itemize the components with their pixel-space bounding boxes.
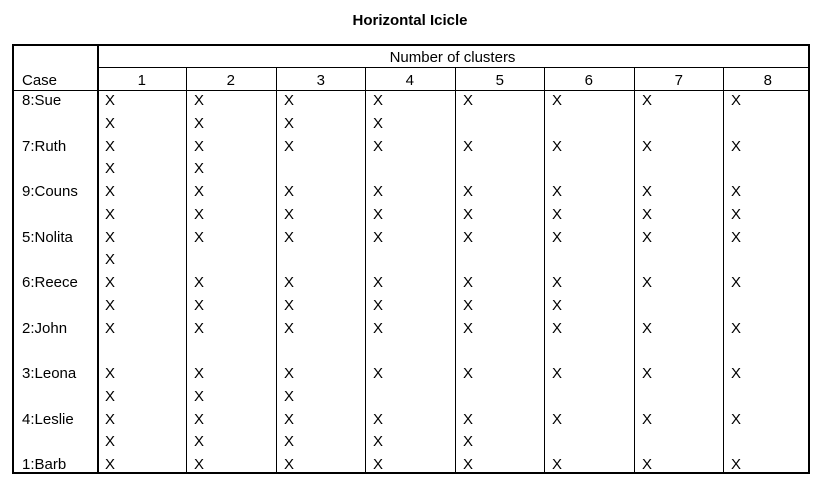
cluster-mark: X (284, 410, 295, 428)
column-divider (365, 67, 366, 472)
cluster-mark: X (194, 365, 205, 382)
cluster-mark: X (284, 387, 295, 405)
column-divider (186, 67, 187, 472)
cluster-mark: X (373, 228, 384, 246)
cluster-mark: X (463, 274, 474, 291)
cluster-mark: X (731, 410, 742, 428)
cluster-mark: X (373, 114, 384, 132)
cluster-mark: X (373, 92, 384, 109)
cluster-mark: X (194, 92, 205, 109)
cluster-mark: X (105, 433, 116, 451)
cluster-mark: X (642, 183, 653, 200)
cluster-mark: X (642, 365, 653, 382)
cluster-mark: X (194, 205, 205, 223)
cluster-mark: X (284, 183, 295, 200)
column-label-1: 1 (137, 72, 146, 89)
cluster-mark: X (105, 92, 116, 109)
cluster-mark: X (552, 183, 563, 200)
cluster-mark: X (194, 160, 205, 178)
case-column-divider (97, 46, 99, 472)
cluster-mark: X (105, 251, 116, 269)
cluster-mark: X (731, 137, 742, 155)
cluster-mark: X (284, 296, 295, 314)
cluster-mark: X (642, 319, 653, 337)
cluster-mark: X (642, 137, 653, 155)
cluster-mark: X (105, 365, 116, 382)
cluster-mark: X (552, 137, 563, 155)
cluster-mark: X (105, 410, 116, 428)
column-label-4: 4 (405, 72, 414, 89)
cluster-mark: X (105, 387, 116, 405)
cluster-mark: X (194, 137, 205, 155)
cluster-mark: X (284, 228, 295, 246)
cluster-mark: X (731, 228, 742, 246)
cluster-mark: X (463, 205, 474, 223)
cluster-mark: X (642, 274, 653, 291)
cluster-mark: X (284, 92, 295, 109)
case-label: 8:Sue (22, 92, 62, 109)
cluster-mark: X (552, 274, 563, 291)
cluster-mark: X (463, 365, 474, 382)
cluster-mark: X (373, 183, 384, 200)
cluster-mark: X (642, 228, 653, 246)
cluster-mark: X (194, 319, 205, 337)
cluster-mark: X (284, 137, 295, 155)
cluster-mark: X (552, 456, 563, 473)
chart-title: Horizontal Icicle (352, 12, 468, 29)
cluster-mark: X (731, 365, 742, 382)
header-divider (14, 90, 808, 91)
cluster-mark: X (552, 228, 563, 246)
case-label: 4:Leslie (22, 410, 74, 428)
cluster-mark: X (373, 205, 384, 223)
cluster-mark: X (463, 456, 474, 473)
cluster-mark: X (194, 410, 205, 428)
case-label: 9:Couns (22, 183, 78, 200)
cluster-mark: X (463, 92, 474, 109)
case-label: 6:Reece (22, 274, 78, 291)
cluster-mark: X (284, 456, 295, 473)
icicle-table (12, 44, 810, 474)
column-label-3: 3 (316, 72, 325, 89)
cluster-mark: X (642, 410, 653, 428)
cluster-mark: X (105, 137, 116, 155)
cluster-mark: X (373, 456, 384, 473)
cluster-mark: X (463, 183, 474, 200)
cluster-mark: X (731, 92, 742, 109)
column-divider (723, 67, 724, 472)
column-divider (634, 67, 635, 472)
cluster-mark: X (552, 92, 563, 109)
column-label-8: 8 (763, 72, 772, 89)
group-header-divider (97, 67, 808, 68)
cluster-mark: X (552, 410, 563, 428)
cluster-mark: X (463, 433, 474, 451)
cluster-mark: X (284, 433, 295, 451)
case-header: Case (22, 72, 58, 89)
cluster-mark: X (731, 183, 742, 200)
cluster-mark: X (194, 274, 205, 291)
case-label: 7:Ruth (22, 137, 67, 155)
cluster-mark: X (194, 114, 205, 132)
cluster-mark: X (194, 433, 205, 451)
column-label-7: 7 (674, 72, 683, 89)
cluster-mark: X (105, 114, 116, 132)
cluster-mark: X (194, 387, 205, 405)
cluster-mark: X (463, 137, 474, 155)
cluster-mark: X (284, 274, 295, 291)
cluster-mark: X (552, 296, 563, 314)
cluster-mark: X (194, 183, 205, 200)
case-label: 5:Nolita (22, 228, 73, 246)
cluster-mark: X (105, 160, 116, 178)
cluster-mark: X (642, 456, 653, 473)
cluster-mark: X (373, 365, 384, 382)
cluster-mark: X (463, 228, 474, 246)
cluster-mark: X (105, 205, 116, 223)
cluster-mark: X (552, 365, 563, 382)
cluster-mark: X (552, 319, 563, 337)
cluster-mark: X (105, 228, 116, 246)
column-divider (544, 67, 545, 472)
column-group-header: Number of clusters (389, 49, 516, 66)
cluster-mark: X (105, 456, 116, 473)
cluster-mark: X (284, 114, 295, 132)
cluster-mark: X (373, 137, 384, 155)
column-divider (276, 67, 277, 472)
cluster-mark: X (642, 92, 653, 109)
cluster-mark: X (731, 319, 742, 337)
column-label-5: 5 (495, 72, 504, 89)
cluster-mark: X (373, 296, 384, 314)
cluster-mark: X (194, 456, 205, 473)
cluster-mark: X (284, 205, 295, 223)
cluster-mark: X (284, 319, 295, 337)
cluster-mark: X (105, 274, 116, 291)
cluster-mark: X (373, 319, 384, 337)
case-label: 1:Barb (22, 456, 67, 473)
cluster-mark: X (284, 365, 295, 382)
cluster-mark: X (552, 205, 563, 223)
case-label: 3:Leona (22, 365, 77, 382)
cluster-mark: X (373, 410, 384, 428)
cluster-mark: X (105, 183, 116, 200)
cluster-mark: X (194, 228, 205, 246)
cluster-mark: X (463, 410, 474, 428)
cluster-mark: X (642, 205, 653, 223)
cluster-mark: X (105, 296, 116, 314)
cluster-mark: X (373, 274, 384, 291)
column-label-2: 2 (226, 72, 235, 89)
column-label-6: 6 (584, 72, 593, 89)
cluster-mark: X (194, 296, 205, 314)
cluster-mark: X (373, 433, 384, 451)
case-label: 2:John (22, 319, 68, 337)
cluster-mark: X (463, 296, 474, 314)
cluster-mark: X (731, 205, 742, 223)
column-divider (455, 67, 456, 472)
cluster-mark: X (731, 456, 742, 473)
cluster-mark: X (105, 319, 116, 337)
cluster-mark: X (731, 274, 742, 291)
cluster-mark: X (463, 319, 474, 337)
